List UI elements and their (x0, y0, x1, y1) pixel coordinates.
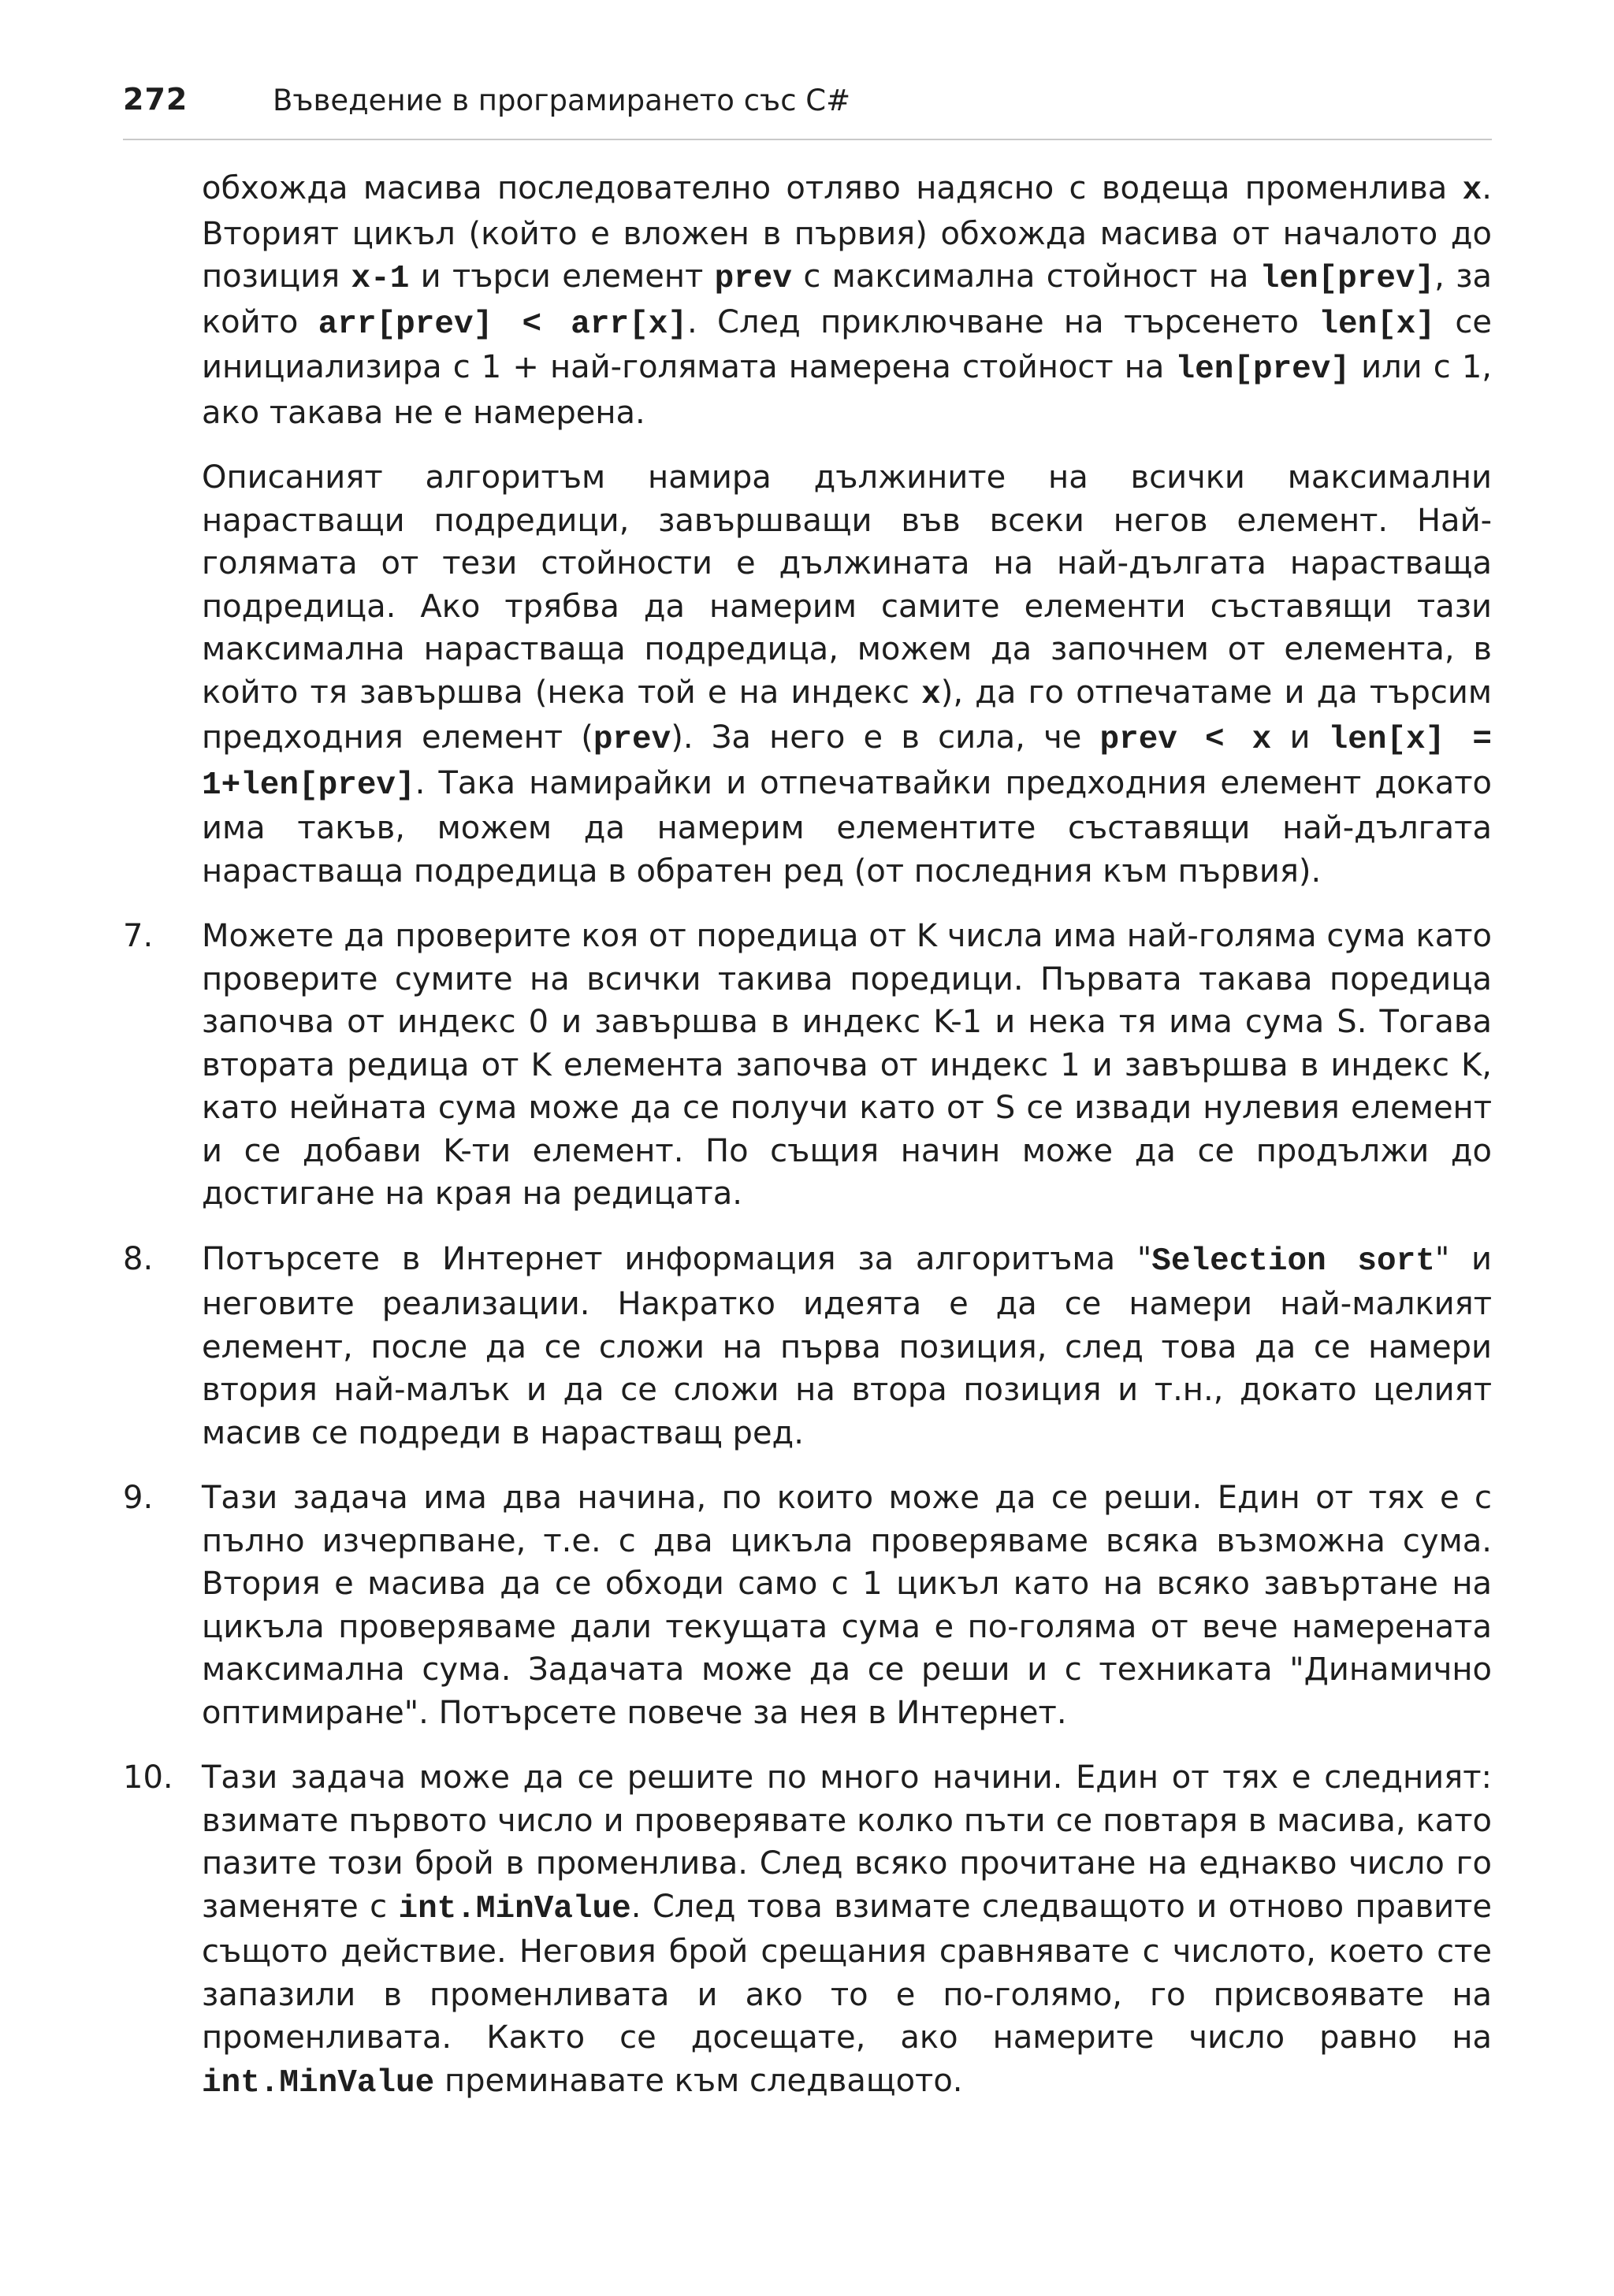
inline-code: prev (593, 722, 671, 758)
page-header (123, 82, 1492, 140)
inline-code: prev (714, 261, 793, 297)
text-run: с максимална стойност на (792, 258, 1260, 295)
book-title: Въведение в програмирането със C# (273, 84, 851, 117)
text-run: преминавате към следващото. (434, 2062, 963, 2099)
body-text (123, 167, 1492, 2127)
inline-code: len[x] (1318, 306, 1436, 343)
text-run: Описаният алгоритъм намира дължините на всички максимални нарастващи подредици, завършващи във всеки негов елемент. Най-голямата от тези стойности е дължината на най-дългата нарастваща подредица. Ако трябва да намерим самите елементи съставящи тази максимална нарастваща подредица, можем да започнем от елемента, в който тя завършва (нека той е на индекс (202, 459, 1492, 711)
text-run: Тази задача може да се решите по много начини. Един от тях е следният: взимате първото число и проверявате колко пъти се повтаря в масива, като пазите този брой в променлива. След всяко прочитане на еднакво число го заменяте с (202, 1759, 1492, 1925)
list-item-number: 9. (123, 1480, 154, 1516)
list-item (123, 1477, 1492, 1734)
paragraph-text (202, 1477, 1492, 1734)
text-run: . След това взимате следващото и отново правите същото действие. Неговия брой срещания сравнявате с числото, което сте запазили в променливата и ако то е по-голямо, го присвоявате на променливата. Както се досещате, ако намерите число равно на (202, 1888, 1492, 2056)
text-run: и търси елемент (409, 258, 715, 295)
paragraph-text (202, 456, 1492, 893)
inline-code: x (921, 676, 941, 713)
continuation-paragraph (123, 167, 1492, 434)
text-run: ). За него е в сила, че (671, 719, 1100, 756)
list-item-number: 8. (123, 1240, 154, 1277)
inline-code: int.MinValue (202, 2064, 435, 2101)
inline-code: int.MinValue (398, 1890, 631, 1927)
inline-code: len[prev] (1175, 351, 1350, 388)
inline-code: x-1 (351, 261, 410, 297)
paragraph-text (202, 1756, 1492, 2105)
text-run: и (1271, 719, 1329, 756)
list-item (123, 915, 1492, 1216)
inline-code: prev < x (1099, 722, 1272, 758)
text-run: , за който (202, 258, 1492, 340)
page-number: 272 (123, 82, 188, 117)
inline-code: x (1462, 173, 1482, 209)
list-item (123, 1756, 1492, 2105)
text-run: " и неговите реализации. Накратко идеята е да се намери най-малкият елемент, после да се сложи на първа позиция, след това да се намери втория най-малък и да се сложи на втора позиция и т.н., докато целият масив се подреди в нарастващ ред. (202, 1240, 1492, 1451)
paragraph-text (202, 915, 1492, 1216)
list-item (123, 1238, 1492, 1455)
text-run: Потърсете в Интернет информация за алгоритъма " (202, 1240, 1152, 1277)
list-item-number: 7. (123, 918, 154, 954)
text-run: се инициализира с 1 + най-голямата намерена стойност на (202, 303, 1492, 385)
text-run: обхожда масива последователно отляво надясно с водеща променлива (202, 170, 1463, 206)
text-run: . След приключване на търсенето (686, 303, 1319, 340)
text-run: ), да го отпечатаме и да търсим предходния елемент ( (202, 674, 1493, 756)
text-run: . Вторият цикъл (който е вложен в първия) обхожда масива от началото до позиция (202, 170, 1492, 295)
text-run: Тази задача има два начина, по които може да се реши. Един от тях е с пълно изчерпване, т.е. с два цикъла проверяваме всяка възможна сума. Втория е масива да се обходи само с 1 цикъл като на всяко завъртане на цикъла проверяваме дали текущата сума е по-голяма от вече намерената максимална сума. Задачата може да се реши и с техниката "Динамично оптимиране". Потърсете повече за нея в Интернет. (202, 1480, 1492, 1731)
inline-code: len[prev] (1259, 261, 1435, 297)
text-run: Можете да проверите коя от поредица от K числа има най-голяма сума като проверите сумите на всички такива поредици. Първата такава поредица започва от индекс 0 и завършва в индекс K-1 и нека тя има сума S. Тогава втората редица от K елемента започва от индекс 1 и завършва в индекс K, като нейната сума може да се получи като от S се извади нулевия елемент и се добави K-ти елемент. По същия начин може да се продължи до достигане на края на редицата. (202, 918, 1492, 1212)
paragraph-text (202, 1238, 1492, 1455)
inline-code: arr[prev] < arr[x] (318, 306, 687, 343)
text-run: или с 1, ако такава не е намерена. (202, 349, 1493, 431)
paragraph-text (202, 167, 1492, 434)
continuation-paragraph (123, 456, 1492, 893)
list-item-number: 10. (123, 1759, 173, 1796)
text-run: . Така намирайки и отпечатвайки предходния елемент докато има такъв, можем да намерим елементите съставящи най-дългата нарастваща подредица в обратен ред (от последния към първия). (202, 764, 1492, 890)
inline-code: Selection sort (1151, 1243, 1435, 1280)
inline-code: len[x] = 1+len[prev] (202, 722, 1492, 804)
